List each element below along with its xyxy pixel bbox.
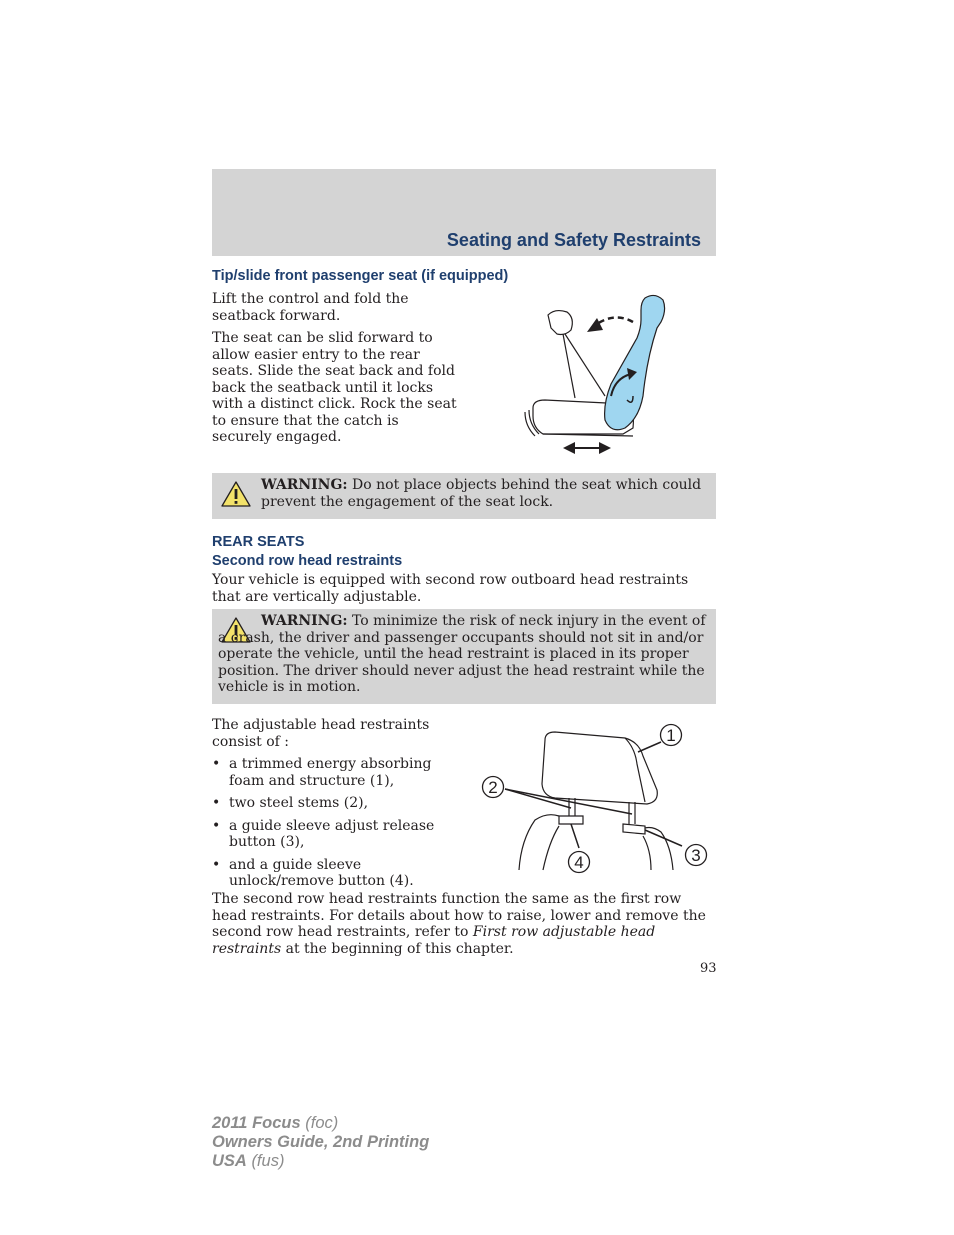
seat-fold-illustration xyxy=(515,288,675,458)
footer-guide: Owners Guide, 2nd Printing xyxy=(212,1133,430,1151)
section-header-band xyxy=(212,169,716,256)
footer-model: 2011 Focus xyxy=(212,1114,301,1132)
rear-seats-heading: REAR SEATS xyxy=(212,534,305,550)
footer-market-line xyxy=(212,1152,429,1171)
cross-reference: First row adjustable head restraints xyxy=(212,924,656,957)
callout-4: 4 xyxy=(574,853,584,872)
callout-3: 3 xyxy=(691,846,701,865)
footer-market: USA xyxy=(212,1152,247,1170)
list-item: • and a guide sleeve unlock/remove button (4). xyxy=(212,857,467,890)
warning-text xyxy=(261,477,706,510)
tip-slide-paragraph-1: Lift the control and fold the seatback forward. xyxy=(212,291,409,324)
list-item: • a guide sleeve adjust release button (3), xyxy=(212,818,467,851)
head-restraint-components-list xyxy=(212,756,467,896)
closing-text: at the beginning of this chapter. xyxy=(281,940,514,957)
head-restraints-closing-paragraph xyxy=(212,891,716,957)
warning-box-neck-injury xyxy=(212,609,716,704)
list-item: • two steel stems (2), xyxy=(212,795,467,812)
footer-model-code: (foc) xyxy=(305,1114,339,1132)
warning-label: WARNING: xyxy=(261,477,348,493)
second-row-head-restraints-heading: Second row head restraints xyxy=(212,553,403,569)
head-restraints-intro: Your vehicle is equipped with second row outboard head restraints that are vertically adjustable. xyxy=(212,572,689,605)
warning-body: Do not place objects behind the seat which could prevent the engagement of the seat lock. xyxy=(261,477,702,510)
footer-model-line xyxy=(212,1114,429,1133)
footer-guide-line xyxy=(212,1133,429,1152)
warning-body: To minimize the risk of neck injury in the event of a crash, the driver and passenger occupants should not sit in and/or operate the vehicle, until the head restraint is placed in its proper position. The driver should never adjust the head restraint while the vehicle is in motion. xyxy=(218,613,706,695)
highlighted-seatback xyxy=(605,295,665,429)
tip-slide-paragraph-2: The seat can be slid forward to allow easier entry to the rear seats. Slide the seat back and fold back the seatback until it locks with a distinct click. Rock the seat to ensure that the catch is securely engaged. xyxy=(212,330,457,445)
document-footer xyxy=(212,1114,429,1171)
list-item: • a trimmed energy absorbing foam and structure (1), xyxy=(212,756,467,789)
closing-text: The second row head restraints function the same as the first row head restraints. For details about how to raise, lower and remove the second row head restraints, refer to xyxy=(212,891,706,940)
warning-label: WARNING: xyxy=(261,613,348,629)
callout-2: 2 xyxy=(488,778,498,797)
tip-slide-heading: Tip/slide front passenger seat (if equipped) xyxy=(212,268,509,284)
head-restraints-components-intro: The adjustable head restraints consist of : xyxy=(212,717,430,750)
warning-triangle-icon xyxy=(221,481,251,507)
warning-text xyxy=(218,613,710,696)
page-number: 93 xyxy=(700,961,717,976)
section-title: Seating and Safety Restraints xyxy=(446,230,701,250)
warning-box-seat-lock xyxy=(212,473,716,519)
head-restraint-illustration xyxy=(475,720,715,880)
footer-market-code: (fus) xyxy=(251,1152,285,1170)
head-restraint-outline xyxy=(519,732,673,870)
callout-1: 1 xyxy=(666,726,676,745)
